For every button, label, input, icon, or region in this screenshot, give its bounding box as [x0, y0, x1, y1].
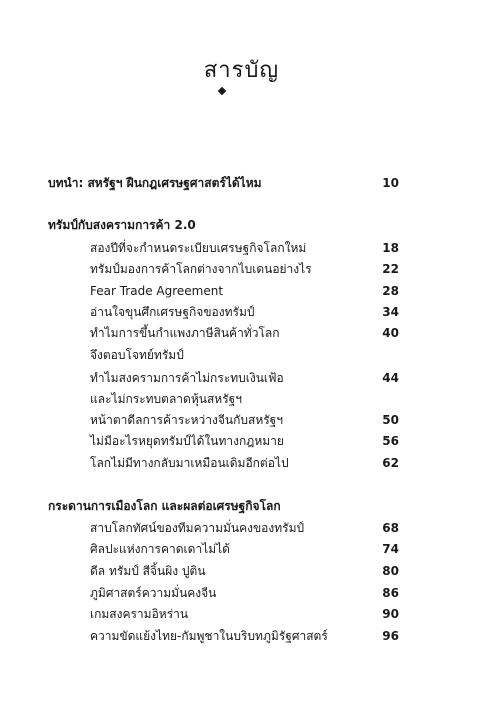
- toc-entry-row: [0, 238, 483, 258]
- toc-entry-title: ความขัดแย้งไทย-กัมพูชาในบริบทภูมิรัฐศาสตร์: [90, 629, 328, 643]
- toc-entry-title: สองปีที่จะกำหนดระเบียบเศรษฐกิจโลกใหม่: [90, 241, 307, 255]
- toc-entry-title: สาบโลกทัศน์ของทีมความมั่นคงของทรัมป์: [90, 521, 305, 535]
- toc-page-number: 74: [382, 542, 399, 556]
- toc-section-title: กระดานการเมืองโลก และผลต่อเศรษฐกิจโลก: [48, 499, 281, 513]
- toc-page-number: 18: [382, 241, 399, 255]
- toc-page-number: 34: [382, 305, 399, 319]
- toc-section-row: [0, 215, 483, 235]
- toc-page-number: 22: [382, 262, 399, 276]
- toc-entry-title: ทำไมการขึ้นกำแพงภาษีสินค้าทั่วโลก: [90, 326, 280, 340]
- toc-entry-title: ทำไมสงครามการค้าไม่กระทบเงินเฟ้อ: [90, 371, 284, 385]
- toc-entry-row: [0, 259, 483, 279]
- toc-page-number: 68: [382, 521, 399, 535]
- toc-entry-row: [0, 561, 483, 581]
- toc-section-title: ทรัมป์กับสงครามการค้า 2.0: [48, 218, 196, 232]
- toc-entry-title: หน้าตาดีลการค้าระหว่างจีนกับสหรัฐฯ: [90, 413, 284, 427]
- toc-page-number: 10: [382, 176, 399, 190]
- toc-section-row: [0, 173, 483, 193]
- toc-entry-row: [0, 431, 483, 451]
- toc-entry-row: [0, 323, 483, 343]
- toc-page-number: 50: [382, 413, 399, 427]
- toc-entry-title: ดีล ทรัมป์ สีจิ้นผิง ปูติน: [90, 564, 206, 578]
- toc-section-row: [0, 496, 483, 516]
- toc-entry-title: ไม่มีอะไรหยุดทรัมป์ได้ในทางกฎหมาย: [90, 434, 284, 448]
- toc-entry-row: [0, 626, 483, 646]
- toc-page-number: 80: [382, 564, 399, 578]
- toc-entry-row: [0, 518, 483, 538]
- toc-entry-row: [0, 583, 483, 603]
- toc-entry-title: จึงตอบโจทย์ทรัมป์: [90, 348, 184, 362]
- toc-entry-title: เกมสงครามอิหร่าน: [90, 607, 189, 621]
- toc-entry-title: ภูมิศาสตร์ความมั่นคงจีน: [90, 586, 217, 600]
- toc-entry-row: [0, 368, 483, 388]
- toc-entry-row: [0, 539, 483, 559]
- toc-page-number: 28: [382, 284, 399, 298]
- toc-page-number: 86: [382, 586, 399, 600]
- toc-page-number: 56: [382, 434, 399, 448]
- toc-entry-row: [0, 389, 483, 409]
- toc-entry-title: ศิลปะแห่งการคาดเดาไม่ได้: [90, 542, 230, 556]
- toc-entry-row: [0, 604, 483, 624]
- toc-entry-title: โลกไม่มีทางกลับมาเหมือนเดิมอีกต่อไป: [90, 456, 289, 470]
- toc-entry-row: [0, 281, 483, 301]
- toc-entry-row: [0, 345, 483, 365]
- toc-page-number: 44: [382, 371, 399, 385]
- toc-entry-title: อ่านใจขุนศึกเศรษฐกิจของทรัมป์: [90, 305, 255, 319]
- toc-entry-title: Fear Trade Agreement: [90, 284, 224, 298]
- toc-page-number: 62: [382, 456, 399, 470]
- toc-page-number: 40: [382, 326, 399, 340]
- toc-entry-row: [0, 410, 483, 430]
- toc-entry-row: [0, 453, 483, 473]
- toc-page-number: 90: [382, 607, 399, 621]
- toc-entry-title: และไม่กระทบตลาดหุ้นสหรัฐฯ: [90, 392, 242, 406]
- toc-section-title: บทนำ: สหรัฐฯ ฝืนกฎเศรษฐศาสตร์ได้ไหม: [48, 176, 262, 190]
- page-title: สารบัญ: [203, 58, 280, 83]
- diamond-ornament-icon: [218, 87, 226, 95]
- toc-entry-title: ทรัมป์มองการค้าโลกต่างจากไบเดนอย่างไร: [90, 262, 312, 276]
- toc-page-number: 96: [382, 629, 399, 643]
- toc-entry-row: [0, 302, 483, 322]
